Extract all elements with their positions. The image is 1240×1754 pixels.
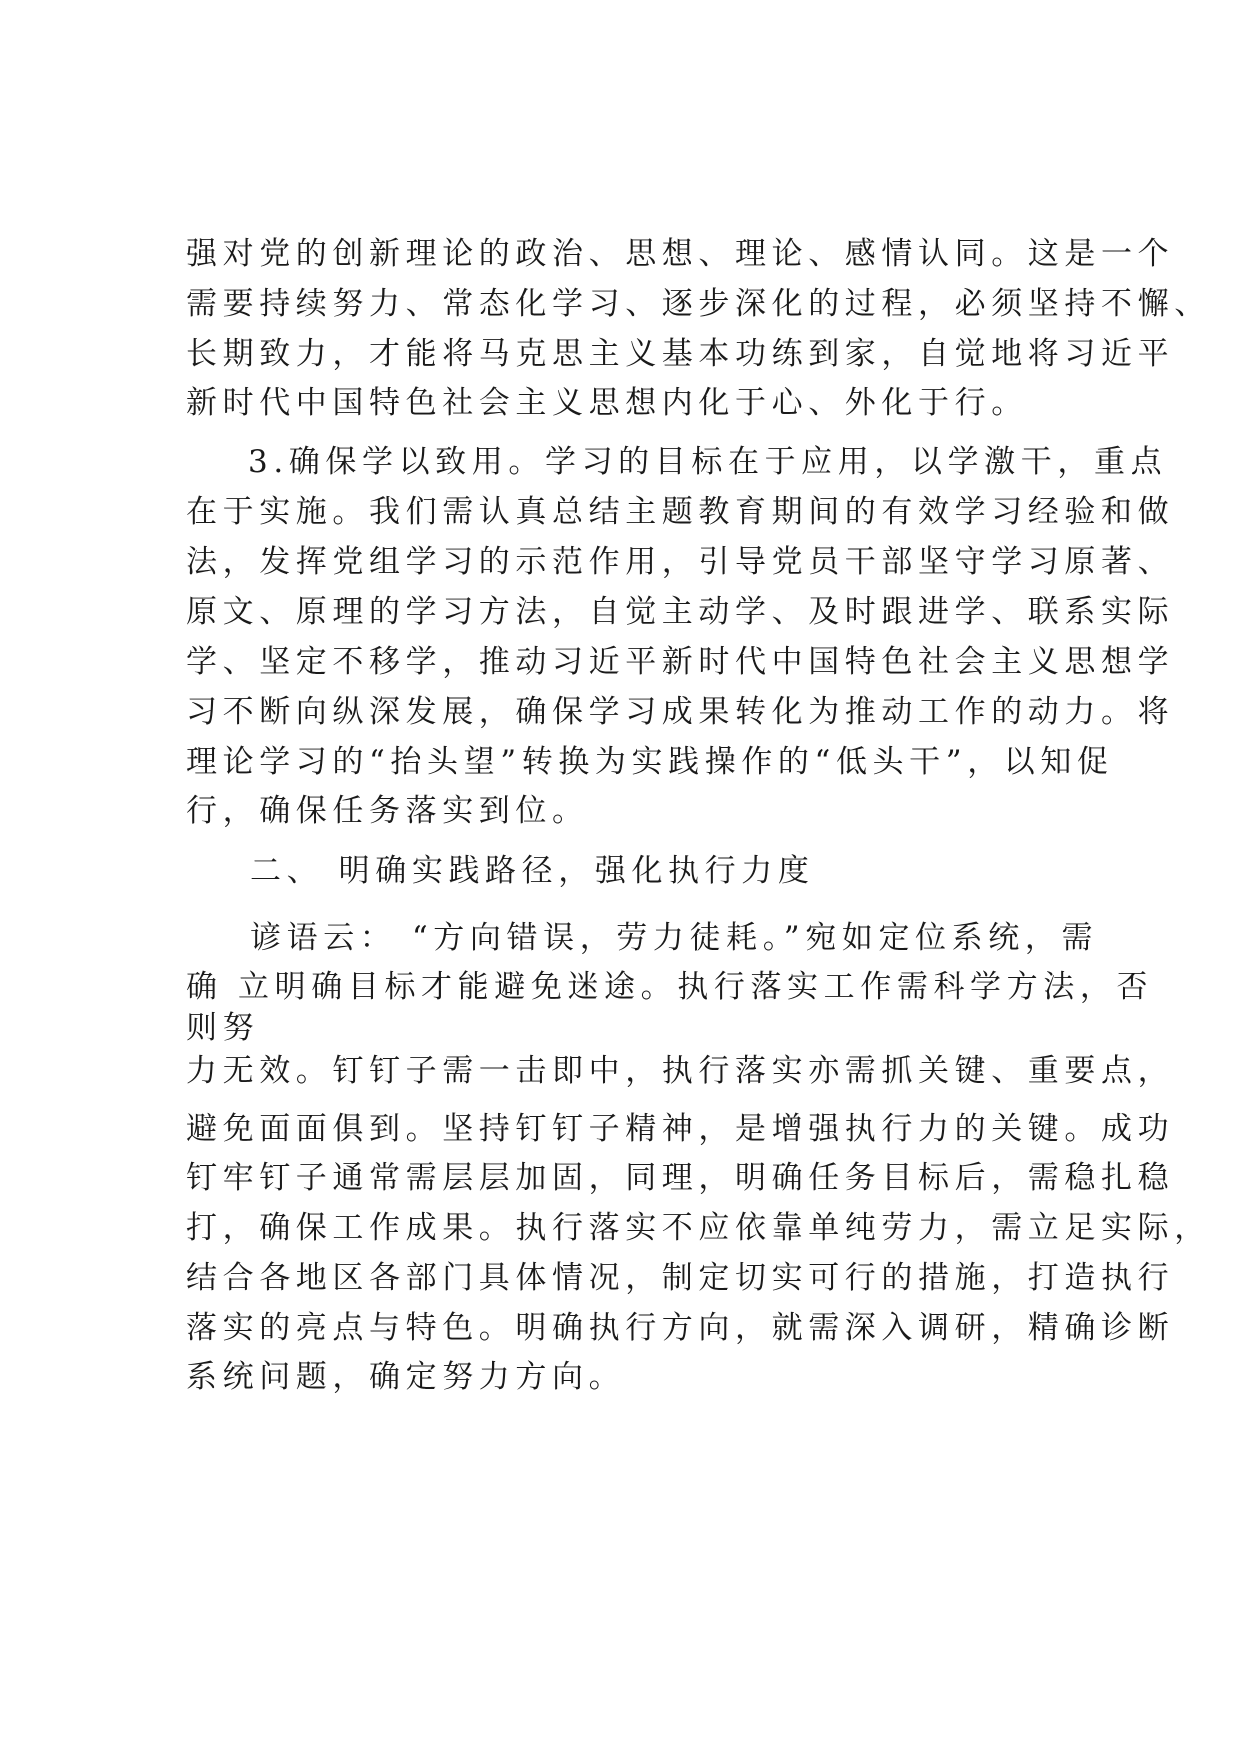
text-line: 钉牢钉子通常需层层加固，同理，明确任务目标后，需稳扎稳 xyxy=(186,1160,1175,1196)
text-line: 在于实施。我们需认真总结主题教育期间的有效学习经验和做 xyxy=(186,494,1175,530)
text-line: 3.确保学以致用。学习的目标在于应用，以学激干，重点 xyxy=(248,444,1168,480)
text-line: 落实的亮点与特色。明确执行方向，就需深入调研，精确诊断 xyxy=(186,1310,1175,1346)
section-heading: 二、 明确实践路径，强化执行力度 xyxy=(250,853,815,889)
text-line: 行，确保任务落实到位。 xyxy=(186,793,589,829)
text-line: 理论学习的“抬头望”转换为实践操作的“低头干”，以知促 xyxy=(186,744,1114,780)
text-line: 打，确保工作成果。执行落实不应依靠单纯劳力，需立足实际， xyxy=(186,1210,1211,1246)
text-line: 新时代中国特色社会主义思想内化于心、外化于行。 xyxy=(186,385,1028,421)
text-line: 强对党的创新理论的政治、思想、理论、感情认同。这是一个 xyxy=(186,236,1175,272)
text-line: 习不断向纵深发展，确保学习成果转化为推动工作的动力。将 xyxy=(186,694,1175,730)
text-line: 力无效。钉钉子需一击即中，执行落实亦需抓关键、重要点， xyxy=(186,1053,1175,1089)
text-line: 学、坚定不移学，推动习近平新时代中国特色社会主义思想学 xyxy=(186,644,1175,680)
text-line: 谚语云： “方向错误，劳力徒耗。”宛如定位系统，需 xyxy=(250,920,1099,956)
text-line: 则努 xyxy=(186,1010,260,1046)
text-line: 结合各地区各部门具体情况，制定切实可行的措施，打造执行 xyxy=(186,1260,1175,1296)
text-line: 需要持续努力、常态化学习、逐步深化的过程，必须坚持不懈、 xyxy=(186,286,1211,322)
text-line: 法，发挥党组学习的示范作用，引导党员干部坚守学习原著、 xyxy=(186,544,1175,580)
text-line: 避免面面俱到。坚持钉钉子精神，是增强执行力的关键。成功 xyxy=(186,1111,1175,1147)
text-line: 长期致力，才能将马克思主义基本功练到家，自觉地将习近平 xyxy=(186,336,1175,372)
text-line: 系统问题，确定努力方向。 xyxy=(186,1359,626,1395)
text-line: 确 立明确目标才能避免迷途。执行落实工作需科学方法，否 xyxy=(186,969,1154,1005)
text-line: 原文、原理的学习方法，自觉主动学、及时跟进学、联系实际 xyxy=(186,594,1175,630)
